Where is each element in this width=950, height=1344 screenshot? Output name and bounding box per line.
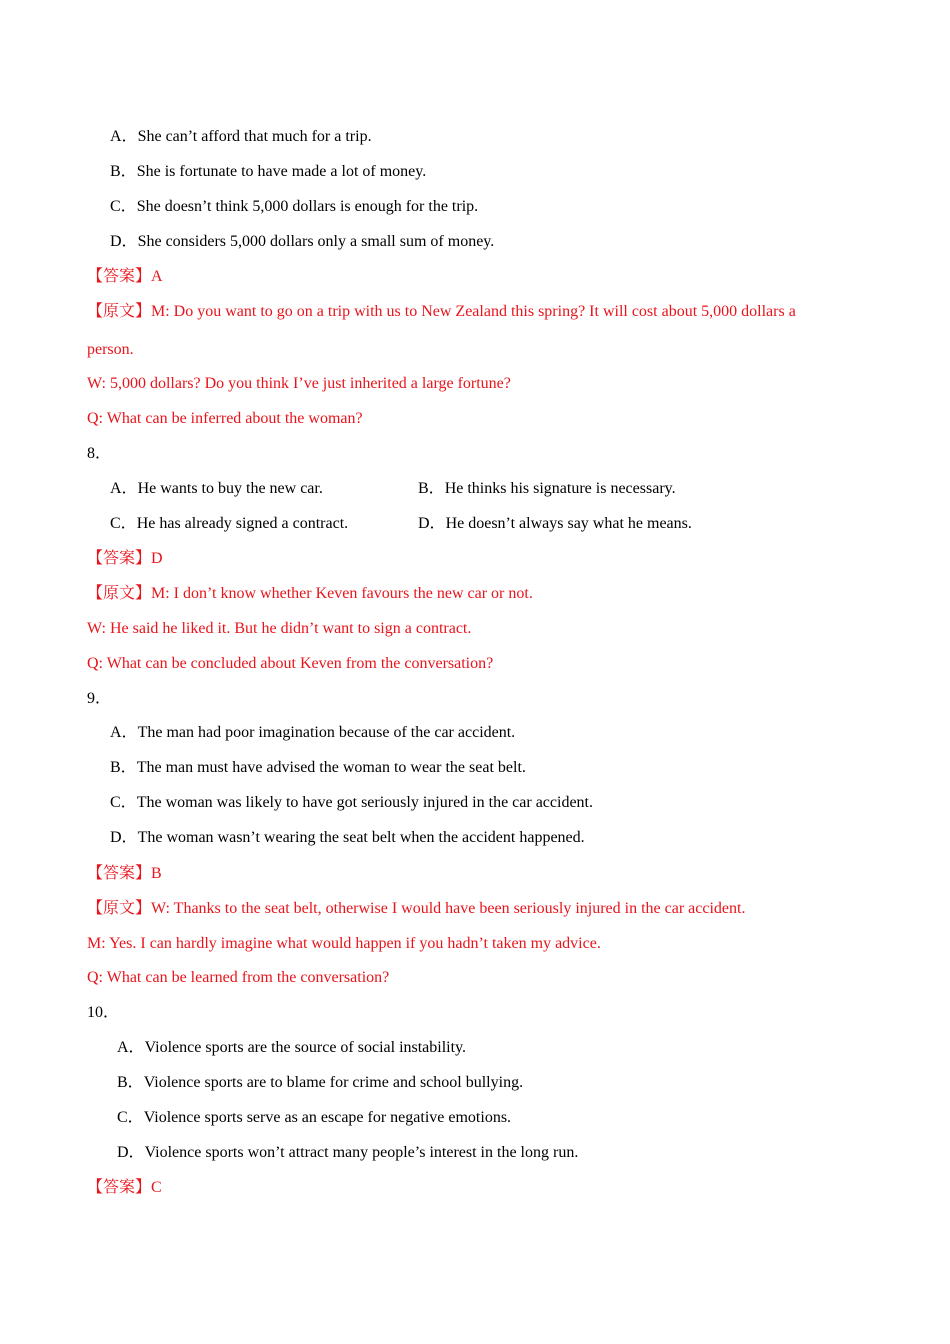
option-letter: C． bbox=[110, 198, 137, 215]
q9-option-d bbox=[110, 828, 585, 848]
option-letter: D． bbox=[418, 515, 446, 532]
q8-transcript-line: Q: What can be concluded about Keven from the conversation? bbox=[87, 655, 494, 672]
option-letter: C． bbox=[110, 515, 137, 532]
option-letter: D． bbox=[117, 1144, 145, 1161]
q7-transcript-line: Q: What can be inferred about the woman? bbox=[87, 410, 363, 427]
option-text: He doesn’t always say what he means. bbox=[445, 515, 692, 532]
q9-option-a bbox=[110, 723, 515, 743]
q7-transcript-line: W: 5,000 dollars? Do you think I’ve just inherited a large fortune? bbox=[87, 375, 511, 392]
q8-transcript-line: 【原文】M: I don’t know whether Keven favours the new car or not. bbox=[87, 585, 533, 602]
q10-option-c bbox=[117, 1108, 511, 1128]
option-text: He wants to buy the new car. bbox=[137, 480, 323, 497]
q8-number: 8． bbox=[87, 445, 112, 462]
option-letter: C． bbox=[110, 794, 137, 811]
option-text: He thinks his signature is necessary. bbox=[444, 480, 676, 497]
option-text: The man had poor imagination because of the car accident. bbox=[137, 724, 516, 741]
option-letter: A． bbox=[117, 1039, 145, 1056]
option-letter: A． bbox=[110, 724, 138, 741]
q9-transcript-line: Q: What can be learned from the conversation? bbox=[87, 969, 390, 986]
option-text: Violence sports serve as an escape for negative emotions. bbox=[143, 1109, 512, 1126]
q7-answer: 【答案】A bbox=[87, 268, 163, 285]
option-text: The woman wasn’t wearing the seat belt when the accident happened. bbox=[137, 829, 585, 846]
option-letter: D． bbox=[110, 233, 138, 250]
option-letter: B． bbox=[110, 163, 137, 180]
q8-option-b bbox=[418, 479, 676, 499]
option-letter: B． bbox=[418, 480, 445, 497]
q10-number: 10． bbox=[87, 1004, 120, 1021]
option-text: She doesn’t think 5,000 dollars is enough for the trip. bbox=[136, 198, 479, 215]
option-text: She is fortunate to have made a lot of money. bbox=[136, 163, 427, 180]
q7-option-b bbox=[110, 162, 426, 182]
q8-option-a bbox=[110, 479, 323, 499]
q9-answer: 【答案】B bbox=[87, 865, 162, 882]
q8-transcript-line: W: He said he liked it. But he didn’t want to sign a contract. bbox=[87, 620, 472, 637]
option-text: She can’t afford that much for a trip. bbox=[137, 128, 372, 145]
q7-transcript-line: person. bbox=[87, 341, 134, 358]
option-letter: A． bbox=[110, 128, 138, 145]
option-letter: B． bbox=[110, 759, 137, 776]
q7-transcript-line: 【原文】M: Do you want to go on a trip with us to New Zealand this spring? It will cost about 5,000 dollars a bbox=[87, 303, 796, 320]
q9-transcript-line: 【原文】W: Thanks to the seat belt, otherwise I would have been seriously injured in the car accident. bbox=[87, 900, 746, 917]
option-text: She considers 5,000 dollars only a small sum of money. bbox=[137, 233, 495, 250]
q10-option-a bbox=[117, 1038, 466, 1058]
q9-transcript-line: M: Yes. I can hardly imagine what would happen if you hadn’t taken my advice. bbox=[87, 935, 601, 952]
q8-option-c bbox=[110, 514, 348, 534]
q8-answer: 【答案】D bbox=[87, 550, 163, 567]
option-text: Violence sports won’t attract many people’s interest in the long run. bbox=[144, 1144, 579, 1161]
q7-option-a bbox=[110, 127, 372, 147]
q10-option-d bbox=[117, 1143, 578, 1163]
option-text: The man must have advised the woman to wear the seat belt. bbox=[136, 759, 526, 776]
q10-answer: 【答案】C bbox=[87, 1179, 162, 1196]
option-letter: C． bbox=[117, 1109, 144, 1126]
q9-number: 9． bbox=[87, 690, 112, 707]
option-text: The woman was likely to have got seriously injured in the car accident. bbox=[136, 794, 593, 811]
q9-option-b bbox=[110, 758, 526, 778]
option-letter: B． bbox=[117, 1074, 144, 1091]
option-text: Violence sports are to blame for crime and school bullying. bbox=[143, 1074, 524, 1091]
option-letter: D． bbox=[110, 829, 138, 846]
q8-option-d bbox=[418, 514, 692, 534]
option-text: Violence sports are the source of social instability. bbox=[144, 1039, 467, 1056]
option-text: He has already signed a contract. bbox=[136, 515, 349, 532]
option-letter: A． bbox=[110, 480, 138, 497]
q10-option-b bbox=[117, 1073, 523, 1093]
q7-option-c bbox=[110, 197, 478, 217]
q7-option-d bbox=[110, 232, 494, 252]
q9-option-c bbox=[110, 793, 593, 813]
